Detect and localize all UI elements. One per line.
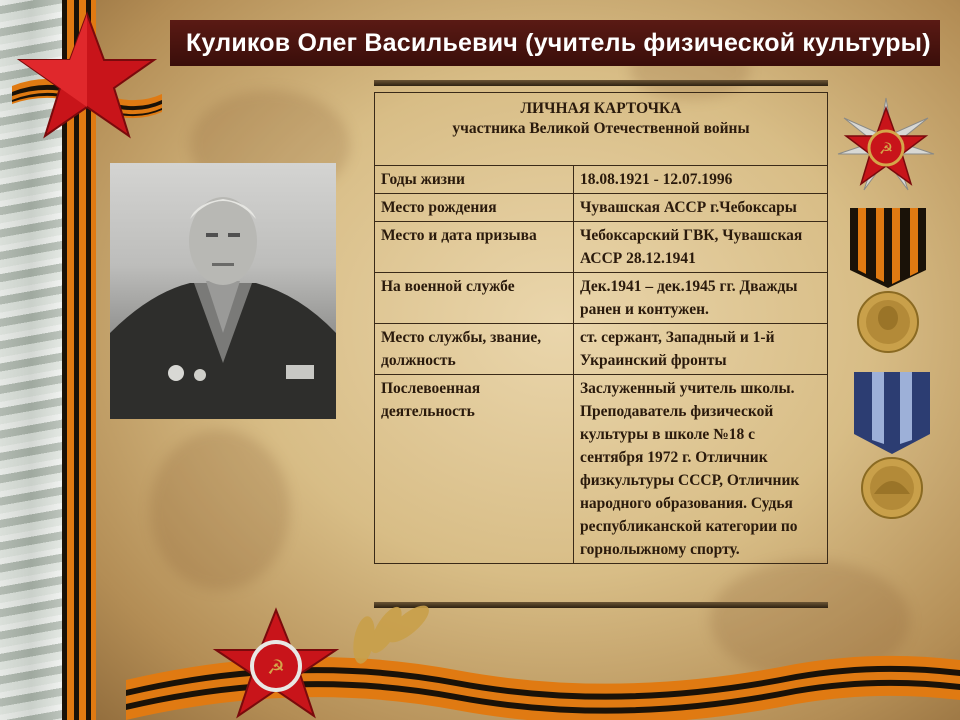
table-row — [375, 375, 828, 564]
page-title: Куликов Олег Васильевич (учитель физической культуры) — [186, 28, 931, 57]
row-value: Чувашская АССР г.Чебоксары — [574, 194, 828, 222]
title-banner — [170, 20, 940, 66]
order-patriotic-war-icon — [836, 96, 936, 196]
portrait-photo — [110, 163, 336, 419]
svg-text:☭: ☭ — [267, 655, 285, 679]
row-label: Место и дата призыва — [375, 222, 574, 273]
red-star-icon — [12, 8, 162, 148]
table-row — [375, 273, 828, 324]
table-row — [375, 166, 828, 194]
card-header-row — [375, 93, 828, 166]
card-heading-subtitle: участника Великой Отечественной войны — [452, 120, 750, 137]
table-row — [375, 222, 828, 273]
row-label: Место службы, звание, должность — [375, 324, 574, 375]
medal-prague-icon — [850, 372, 934, 522]
row-label: Годы жизни — [375, 166, 574, 194]
row-label: Послевоенная деятельность — [375, 375, 574, 564]
card-heading — [375, 93, 828, 166]
svg-text:☭: ☭ — [878, 139, 894, 158]
row-value: ст. сержант, Западный и 1-й Украинский фронты — [574, 324, 828, 375]
personal-card — [374, 80, 828, 612]
table-row — [375, 324, 828, 375]
row-value: 18.08.1921 - 12.07.1996 — [574, 166, 828, 194]
card-top-rule — [374, 80, 828, 86]
table-row — [375, 194, 828, 222]
row-label: Место рождения — [375, 194, 574, 222]
person-portrait-icon — [110, 163, 336, 419]
row-label: На военной службе — [375, 273, 574, 324]
stain — [150, 430, 290, 590]
row-value: Дек.1941 – дек.1945 гг. Дважды ранен и контужен. — [574, 273, 828, 324]
card-table — [374, 92, 828, 564]
row-value: Заслуженный учитель школы. Преподаватель физической культуры в школе №18 с сентября 1972 г. Отличник физкультуры СССР, Отличник народного образования. Судья республиканской категории по горнолыжному спорту. — [574, 375, 828, 564]
bottom-ribbon-decoration — [96, 600, 960, 720]
row-value: Чебоксарский ГВК, Чувашская АССР 28.12.1941 — [574, 222, 828, 273]
card-heading-title: ЛИЧНАЯ КАРТОЧКА — [520, 100, 682, 117]
medal-victory-icon — [846, 208, 930, 358]
